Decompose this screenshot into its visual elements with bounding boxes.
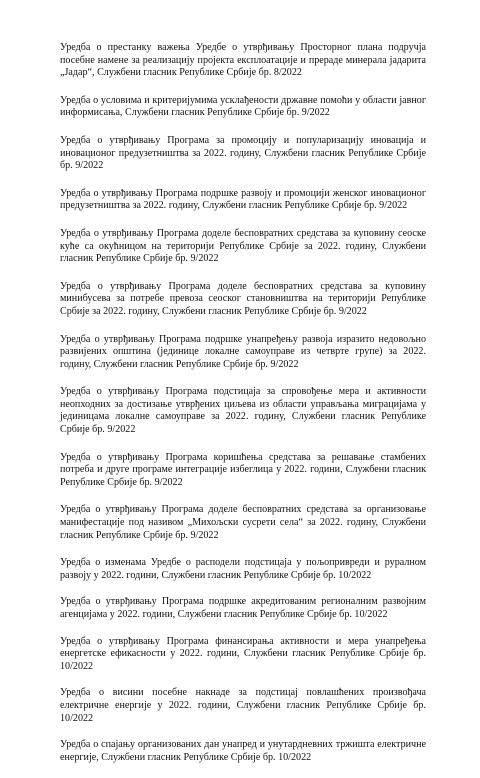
regulation-list <box>60 42 426 778</box>
regulation-entry: Уредба о утврђивању Програма подршке акредитованим регионалним развојним агенцијама у 2022. години, Службени гласник Републике Србије бр. 10/2022 <box>60 596 426 620</box>
regulation-entry: Уредба о утврђивању Програма подршке унапређењу развоја изразито недовољно развијених општина (јединице локалне самоуправе из четврте групе) за 2022. годину, Службени гласник Републике Србије бр. 9/2022 <box>60 333 426 370</box>
regulation-entry: Уредба о изменама Уредбе о расподели подстицаја у пољопривреди и руралном развоју у 2022. години, Службени гласник Републике Србије бр. 10/2022 <box>60 557 426 581</box>
regulation-entry: Уредба о утврђивању Програма финансирања активности и мера унапређења енергетске ефикасности у 2022. години, Службени гласник Републике Србије бр. 10/2022 <box>60 635 426 672</box>
regulation-entry: Уредба о условима и критеријумима усклађености државне помоћи у области јавног информисања, Службени гласник Републике Србије бр. 9/2022 <box>60 94 426 119</box>
regulation-entry: Уредба о утврђивању Програма доделе бесповратних средстава за куповину минибусева за потребе превоза сеоског становништва на територији Републике Србије за 2022. годину, Службени гласник Републике Србије бр. 9/2022 <box>60 280 426 317</box>
regulation-entry: Уредба о спајању организованих дан унапред и унутардневних тржишта електричне енергије, Службени гласник Републике Србије бр. 10/2022 <box>60 739 426 763</box>
regulation-entry: Уредба о висини посебне накнаде за подстицај повлашћених произвођача електричне енергије у 2022. години, Службени гласник Републике Србије бр. 10/2022 <box>60 687 426 724</box>
regulation-entry: Уредба о утврђивању Програма доделе бесповратних средстава за куповину сеоске куће са окућницом на територији Републике Србије за 2022. годину, Службени гласник Републике Србије бр. 9/2022 <box>60 227 426 265</box>
regulation-entry: Уредба о утврђивању Програма доделе бесповратних средстава за организовање манифестације под називом „Михољски сусрети села“ за 2022. годину, Службени гласник Републике Србије бр. 9/2022 <box>60 504 426 541</box>
regulation-entry: Уредба о утврђивању Програма подстицаја за спровођење мера и активности неопходних за достизање утврђених циљева из области управљања миграцијама у јединицама локалне самоуправе за 2022. годину, Службени гласник Републике Србије бр. 9/2022 <box>60 386 426 436</box>
regulation-entry: Уредба о утврђивању Програма коришћења средстава за решавање стамбених потреба и друге програме интеграције избеглица у 2022. години, Службени гласник Републике Србије бр. 9/2022 <box>60 451 426 488</box>
regulation-entry: Уредба о утврђивању Програма за промоцију и популаризацију иновација и иновационог предузетништва за 2022. годину, Службени гласник Републике Србије бр. 9/2022 <box>60 134 426 172</box>
regulation-entry: Уредба о престанку важења Уредбе о утврђивању Просторног плана подручја посебне намене за реализацију пројекта експлоатације и прераде минерала јадарита „Јадар“, Службени гласник Републике Србије бр. 8/2022 <box>60 42 426 79</box>
regulation-entry: Уредба о утврђивању Програма подршке развоју и промоцији женског иновационог предузетништва за 2022. годину, Службени гласник Републике Србије бр. 9/2022 <box>60 187 426 212</box>
